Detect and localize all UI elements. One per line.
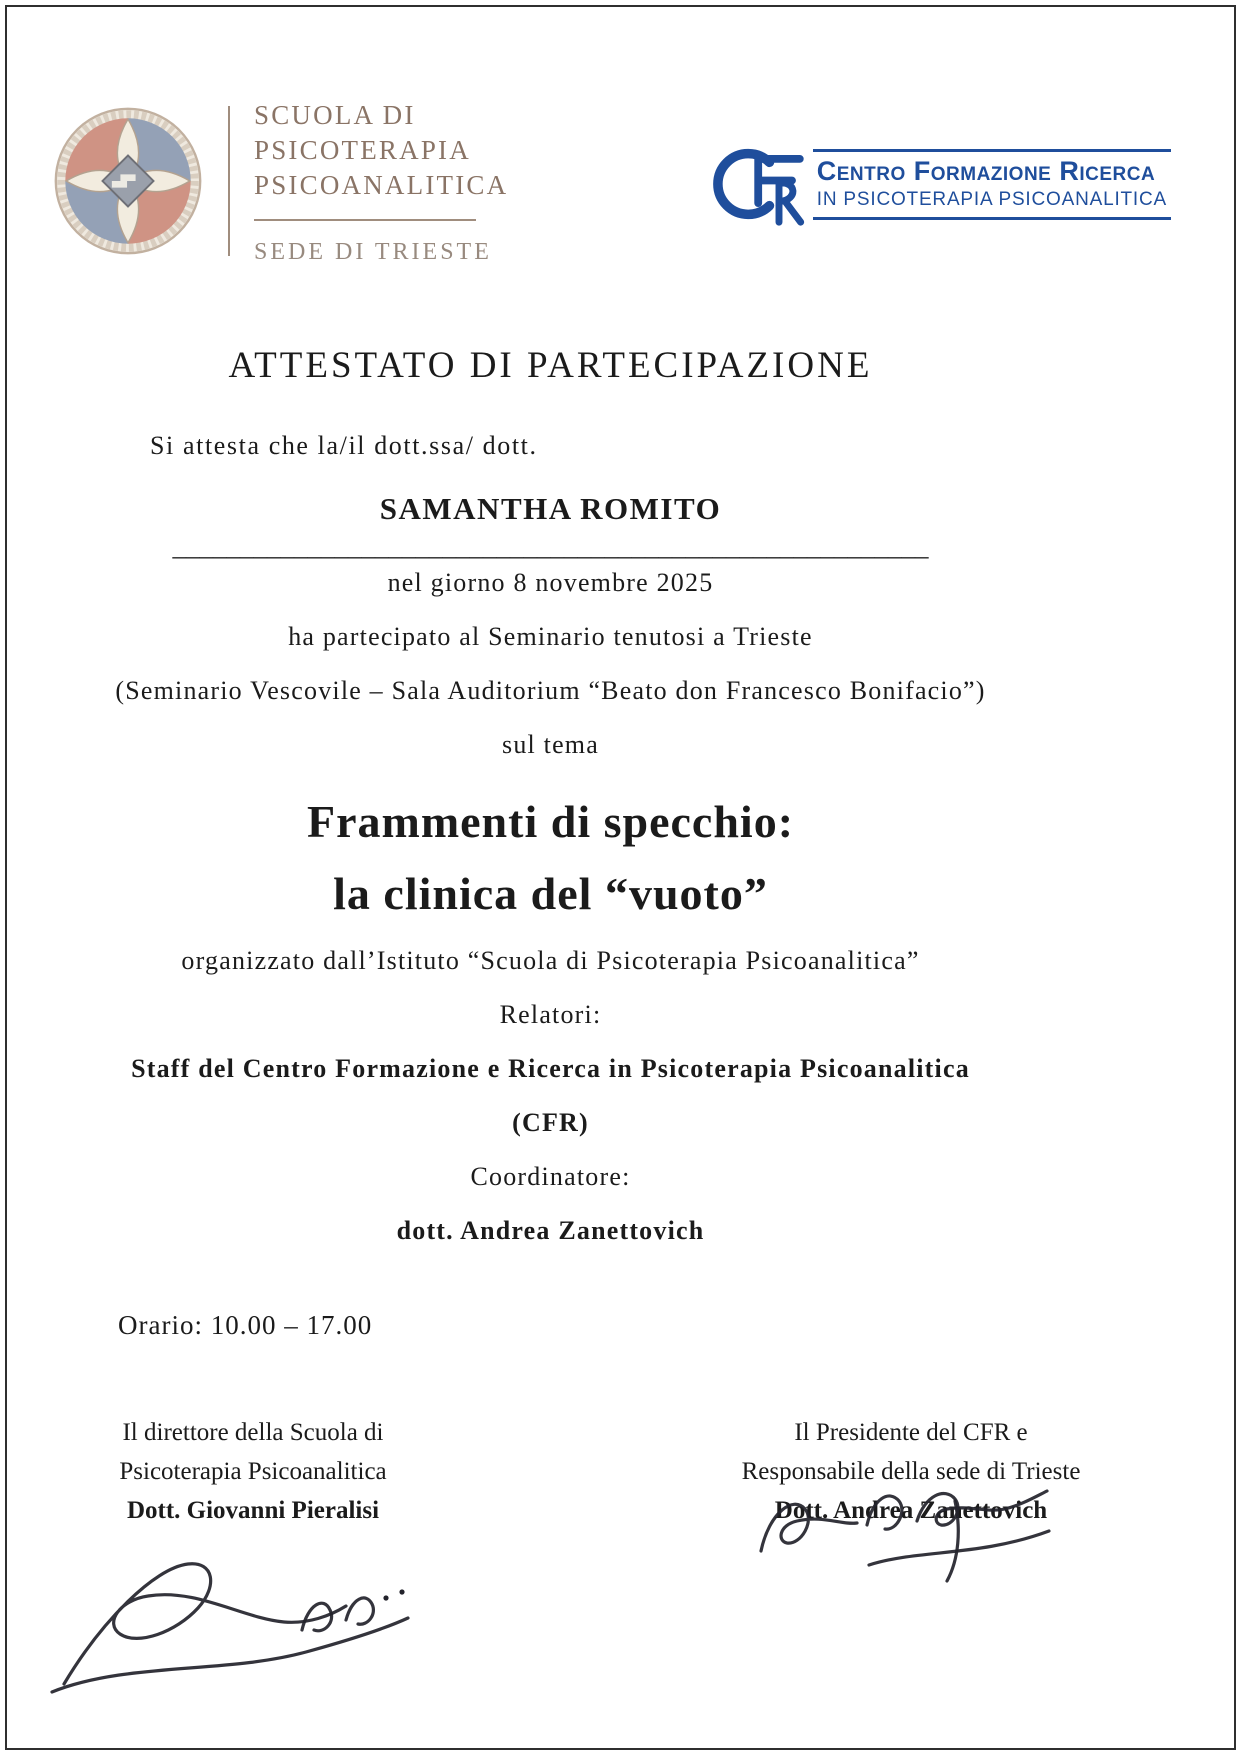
cfr-name-block bbox=[813, 149, 1171, 220]
signature-left-role-line1: Il direttore della Scuola di bbox=[122, 1419, 384, 1446]
theme-label: sul tema bbox=[502, 730, 599, 759]
signature-left-name: Dott. Giovanni Pieralisi bbox=[126, 1497, 380, 1524]
signature-right-role-line2: Responsabile della sede di Trieste bbox=[741, 1458, 1081, 1485]
coordinator-name: dott. Andrea Zanettovich bbox=[396, 1216, 705, 1245]
certificate-title: ATTESTATO DI PARTECIPAZIONE bbox=[228, 345, 873, 386]
speakers-label: Relatori: bbox=[499, 1000, 602, 1029]
logo-divider bbox=[228, 106, 230, 256]
theme-title-line2: la clinica del “vuoto” bbox=[333, 868, 768, 919]
coordinator-label: Coordinatore: bbox=[470, 1162, 631, 1191]
cfr-name-line1: Centro Formazione Ricerca bbox=[816, 155, 1156, 186]
handwritten-signature-left-icon bbox=[46, 1534, 418, 1706]
cfr-logo-block bbox=[701, 142, 1171, 226]
school-name-line: SCUOLA DI bbox=[254, 100, 416, 130]
school-subtitle: SEDE DI TRIESTE bbox=[254, 239, 492, 265]
schedule-line: Orario: 10.00 – 17.00 bbox=[118, 1310, 373, 1340]
name-underline: ________________________________________________________ bbox=[172, 531, 929, 561]
mosaic-rosette-icon bbox=[52, 105, 204, 257]
signature-right-name: Dott. Andrea Zanettovich bbox=[774, 1497, 1048, 1524]
speakers-line2: (CFR) bbox=[512, 1108, 589, 1137]
theme-title-line1: Frammenti di specchio: bbox=[306, 796, 795, 847]
date-line: nel giorno 8 novembre 2025 bbox=[387, 568, 714, 597]
signature-right-role-line1: Il Presidente del CFR e bbox=[794, 1419, 1028, 1446]
cfr-monogram-icon bbox=[701, 142, 805, 226]
participation-line: ha partecipato al Seminario tenutosi a Trieste bbox=[288, 622, 813, 651]
school-name-line: PSICOANALITICA bbox=[254, 170, 509, 200]
school-name-block bbox=[254, 96, 508, 266]
signature-left-role-line2: Psicoterapia Psicoanalitica bbox=[119, 1458, 387, 1485]
school-rule bbox=[254, 219, 476, 221]
signature-block-right bbox=[691, 1413, 1131, 1706]
school-name bbox=[254, 98, 508, 203]
attest-line: Si attesta che la/il dott.ssa/ dott. bbox=[150, 431, 538, 460]
school-name-line: PSICOTERAPIA bbox=[254, 135, 471, 165]
speakers-line1: Staff del Centro Formazione e Ricerca in Psicoterapia Psicoanalitica bbox=[131, 1054, 970, 1083]
certificate-body bbox=[0, 344, 1241, 1341]
cfr-name-line2: IN PSICOTERAPIA PSICOANALITICA bbox=[816, 188, 1167, 210]
organizer-line: organizzato dall’Istituto “Scuola di Psicoterapia Psicoanalitica” bbox=[181, 946, 920, 975]
participant-name: SAMANTHA ROMITO bbox=[379, 491, 722, 526]
venue-line: (Seminario Vescovile – Sala Auditorium “Beato don Francesco Bonifacio”) bbox=[115, 676, 986, 705]
school-logo-block bbox=[52, 96, 508, 266]
signature-block-left bbox=[58, 1413, 448, 1706]
signatures-section bbox=[0, 1341, 1241, 1706]
header bbox=[0, 0, 1241, 266]
